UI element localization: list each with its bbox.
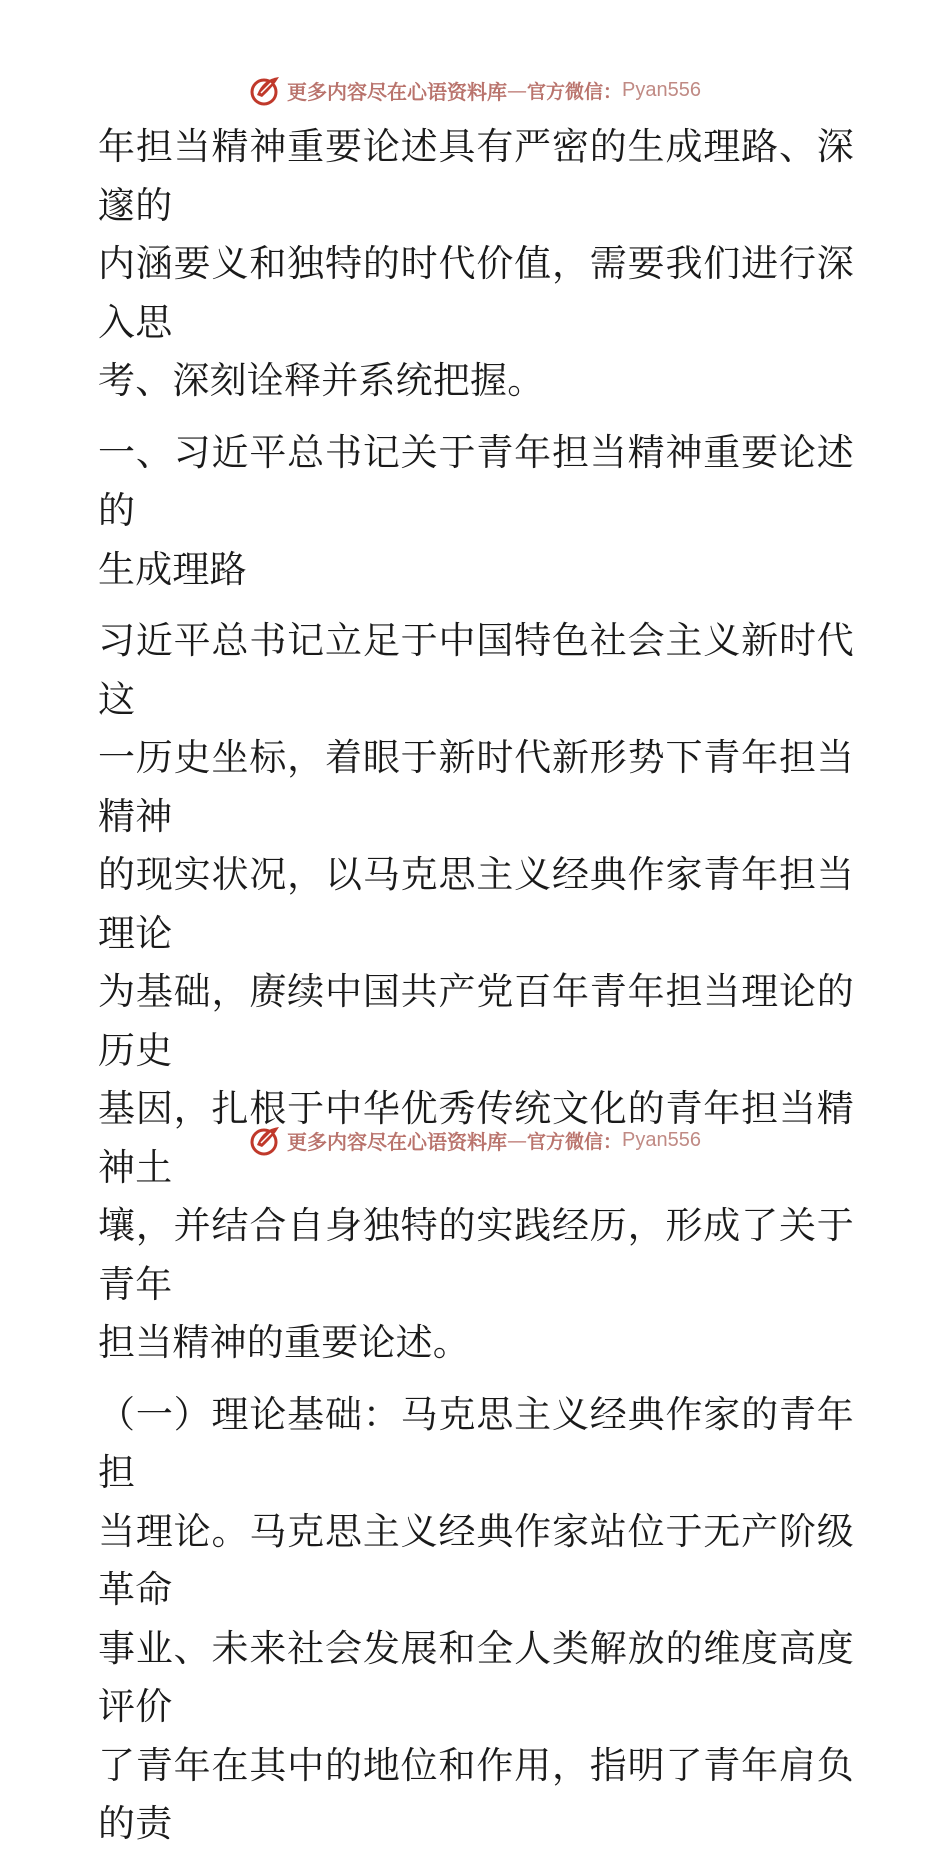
banner-wechat-id: Pyan556: [622, 1128, 701, 1151]
text-line: 了青年在其中的地位和作用，指明了青年肩负的责: [98, 1743, 854, 1845]
text-line: 壤，并结合自身独特的实践经历，形成了关于青年: [98, 1204, 854, 1306]
text-line: 一、习近平总书记关于青年担当精神重要论述的: [98, 430, 854, 532]
text-line: 生成理路: [98, 547, 247, 591]
paragraph-subsection-1: [98, 1386, 854, 1854]
banner-dash: —: [507, 78, 527, 102]
header-watermark-banner: [0, 70, 950, 110]
banner-brand-text: 更多内容尽在心语资料库: [287, 1129, 507, 1154]
banner-dash: —: [507, 1128, 527, 1152]
text-line: 年担当精神重要论述具有严密的生成理路、深邃的: [98, 125, 854, 227]
text-line: 习近平总书记立足于中国特色社会主义新时代这: [98, 619, 854, 721]
pen-nib-circle-icon: [249, 73, 283, 107]
text-line: 内涵要义和独特的时代价值，需要我们进行深入思: [98, 242, 854, 344]
text-line: 担当精神的重要论述。: [98, 1321, 470, 1364]
text-line: 考、深刻诠释并系统把握。: [98, 359, 545, 402]
text-line: 为基础，赓续中国共产党百年青年担当理论的历史: [98, 970, 854, 1072]
paragraph-section-1-body: [98, 612, 854, 1373]
paragraph-intro-continuation: [98, 118, 854, 411]
text-line: 当理论。马克思主义经典作家站位于无产阶级革命: [98, 1509, 854, 1611]
text-line: （一）理论基础：马克思主义经典作家的青年担: [98, 1392, 854, 1494]
banner-official-label: 官方微信：: [527, 80, 623, 103]
footer-watermark-banner: [0, 1120, 950, 1160]
section-heading-1: [98, 424, 854, 600]
banner-wechat-id: Pyan556: [622, 78, 701, 101]
document-body: [98, 118, 854, 1854]
text-line: 的现实状况，以马克思主义经典作家青年担当理论: [98, 853, 854, 955]
banner-official-label: 官方微信：: [527, 1130, 623, 1153]
text-line: 基因，扎根于中华优秀传统文化的青年担当精神土: [98, 1087, 854, 1189]
text-line: 一历史坐标，着眼于新时代新形势下青年担当精神: [98, 736, 854, 838]
pen-nib-circle-icon: [249, 1123, 283, 1157]
banner-brand-text: 更多内容尽在心语资料库: [287, 79, 507, 104]
text-line: 事业、未来社会发展和全人类解放的维度高度评价: [98, 1626, 854, 1728]
